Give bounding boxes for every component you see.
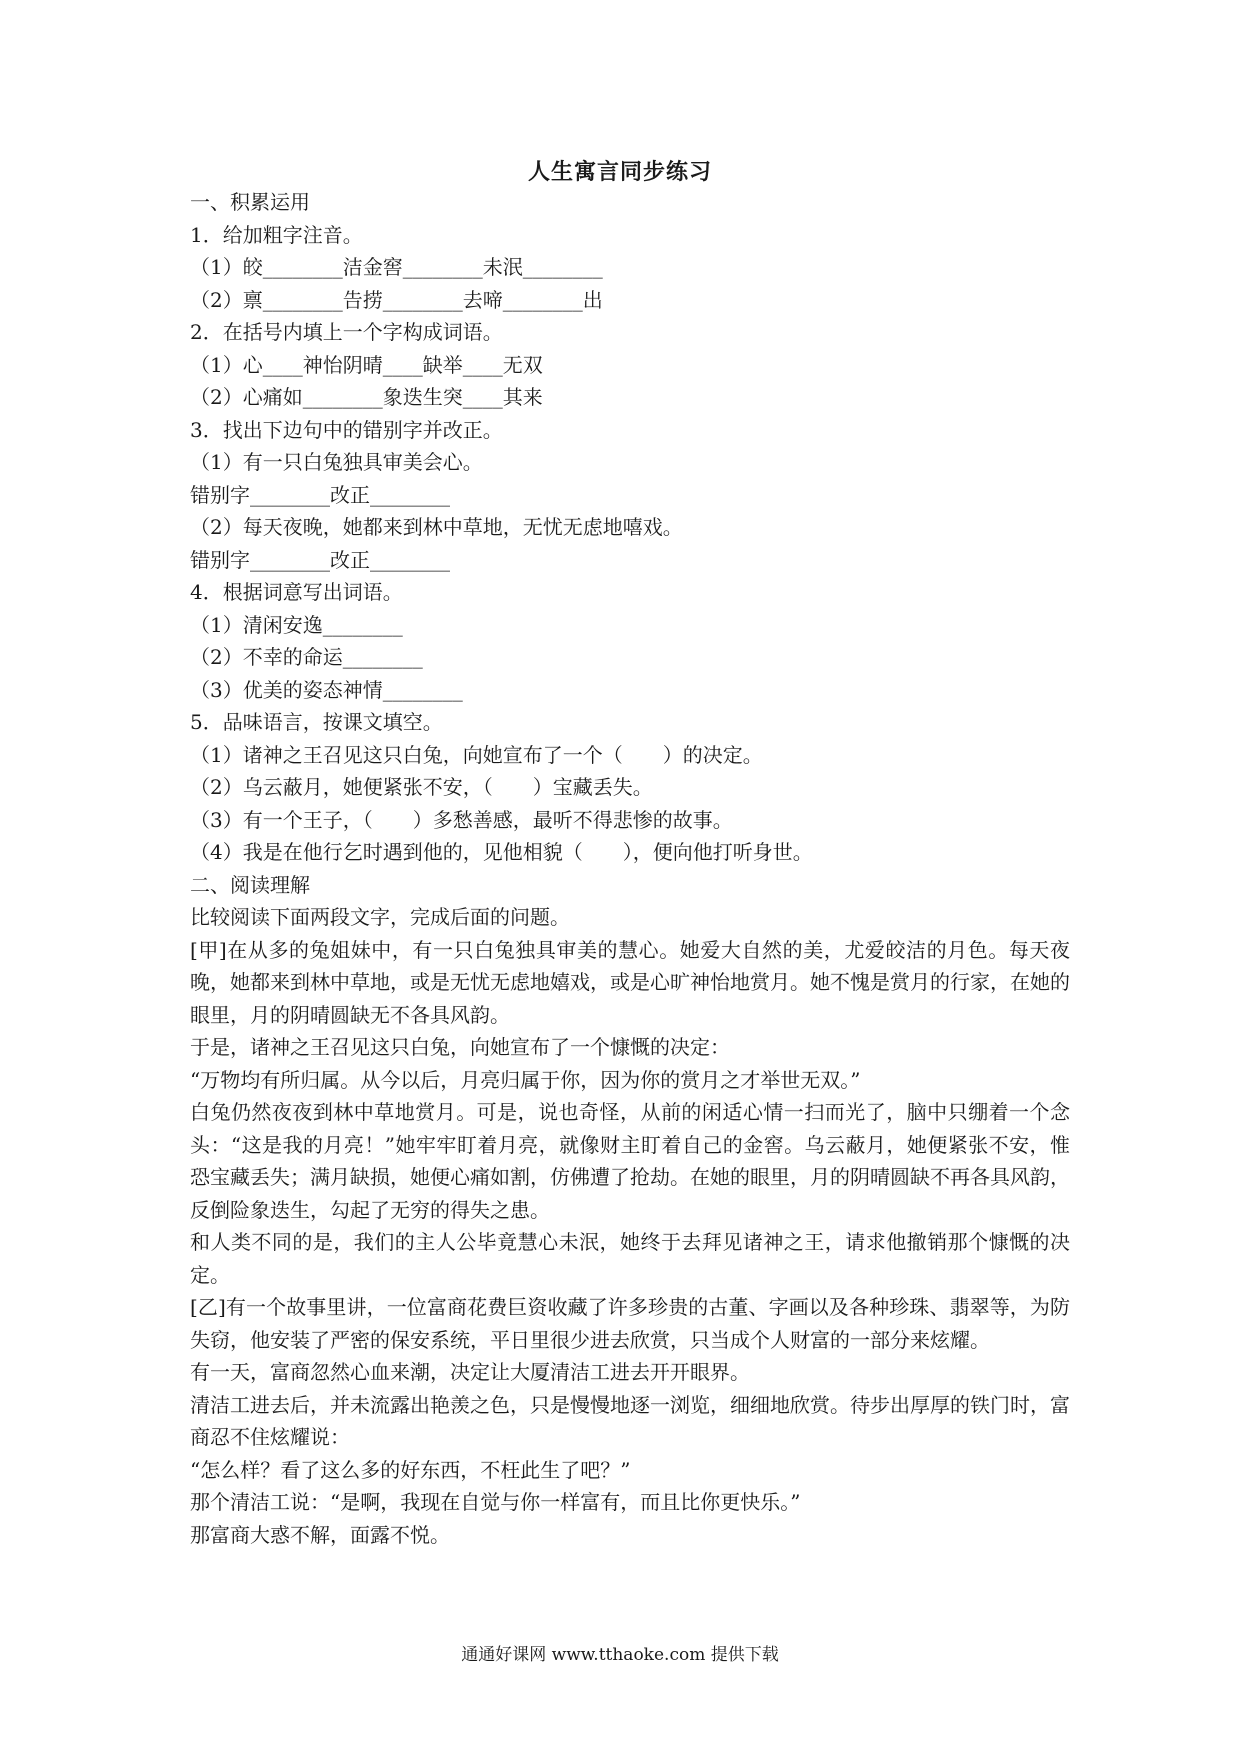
reading-paragraph: [甲]在从多的兔姐妹中，有一只白兔独具审美的慧心。她爱大自然的美，尤爱皎洁的月色。每天夜晚，她都来到林中草地，或是无忧无虑地嬉戏，或是心旷神怡地赏月。她不愧是赏月的行家，在她的眼里，月的阴晴圆缺无不各具风韵。: [190, 937, 1070, 1027]
page-footer: 通通好课网 www.tthaoke.com 提供下载: [461, 1645, 779, 1665]
reading-paragraph: 白兔仍然夜夜到林中草地赏月。可是，说也奇怪，从前的闲适心情一扫而光了，脑中只绷着一个念头：“这是我的月亮！”她牢牢盯着月亮，就像财主盯着自己的金窖。乌云蔽月，她便紧张不安，惟恐宝藏丢失；满月缺损，她便心痛如割，仿佛遭了抢劫。在她的眼里，月的阴晴圆缺不再各具风韵，反倒险象迭生，勾起了无穷的得失之患。: [190, 1100, 1070, 1222]
section-heading-reading: 二、阅读理解: [190, 872, 310, 897]
question-5-line-3: （3）有一个王子，（ ）多愁善感，最听不得悲惨的故事。: [190, 807, 733, 832]
question-3-prompt: 3．找出下边句中的错别字并改正。: [190, 417, 503, 442]
question-4-prompt: 4．根据词意写出词语。: [190, 580, 403, 604]
document-body: [190, 186, 1070, 1551]
reading-paragraph: 于是，诸神之王召见这只白兔，向她宣布了一个慷慨的决定：: [190, 1035, 730, 1059]
question-1-line-1: （1）皎________洁金窖________未泯________: [190, 255, 603, 279]
question-3-line-2: 错别字________改正________: [190, 482, 450, 507]
question-2-line-2: （2）心痛如________象迭生突____其来: [190, 385, 543, 409]
reading-intro: 比较阅读下面两段文字，完成后面的问题。: [190, 905, 570, 929]
reading-paragraph: “怎么样？看了这么多的好东西，不枉此生了吧？”: [190, 1457, 631, 1482]
question-5-line-4: （4）我是在他行乞时遇到他的，见他相貌（ ），便向他打听身世。: [190, 840, 813, 864]
question-5-prompt: 5．品味语言，按课文填空。: [190, 710, 443, 734]
question-5-line-2: （2）乌云蔽月，她便紧张不安，（ ）宝藏丢失。: [190, 775, 653, 799]
question-3-line-4: 错别字________改正________: [190, 547, 450, 572]
question-2-prompt: 2．在括号内填上一个字构成词语。: [190, 320, 503, 344]
reading-paragraph: 和人类不同的是，我们的主人公毕竟慧心未泯，她终于去拜见诸神之王，请求他撤销那个慷慨的决定。: [190, 1230, 1070, 1287]
reading-paragraph: 清洁工进去后，并未流露出艳羡之色，只是慢慢地逐一浏览，细细地欣赏。待步出厚厚的铁门时，富商忍不住炫耀说：: [190, 1392, 1070, 1449]
question-4-line-1: （1）清闲安逸________: [190, 612, 403, 637]
question-4-line-3: （3）优美的姿态神情________: [190, 677, 463, 702]
reading-paragraph: 有一天，富商忽然心血来潮，决定让大厦清洁工进去开开眼界。: [190, 1360, 750, 1384]
page-title: 人生寓言同步练习: [527, 159, 712, 185]
section-heading-accumulation: 一、积累运用: [190, 190, 310, 214]
reading-paragraph: “万物均有所归属。从今以后，月亮归属于你，因为你的赏月之才举世无双。”: [190, 1067, 861, 1092]
reading-paragraph: 那个清洁工说：“是啊，我现在自觉与你一样富有，而且比你更快乐。”: [190, 1490, 801, 1514]
reading-paragraph: [乙]有一个故事里讲，一位富商花费巨资收藏了许多珍贵的古董、字画以及各种珍珠、翡翠等，为防失窃，他安装了严密的保安系统，平日里很少进去欣赏，只当成个人财富的一部分来炫耀。: [190, 1295, 1070, 1352]
question-3-line-1: （1）有一只白兔独具审美会心。: [190, 450, 483, 474]
question-2-line-1: （1）心____神怡阴晴____缺举____无双: [190, 352, 543, 377]
question-5-line-1: （1）诸神之王召见这只白兔，向她宣布了一个（ ）的决定。: [190, 742, 763, 767]
question-4-line-2: （2）不幸的命运________: [190, 645, 423, 669]
question-1-line-2: （2）禀________告捞________去啼________出: [190, 287, 603, 312]
question-3-line-3: （2）每天夜晚，她都来到林中草地，无忧无虑地嘻戏。: [190, 515, 683, 539]
reading-paragraph: 那富商大惑不解，面露不悦。: [190, 1522, 450, 1547]
question-1-prompt: 1．给加粗字注音。: [190, 222, 363, 247]
